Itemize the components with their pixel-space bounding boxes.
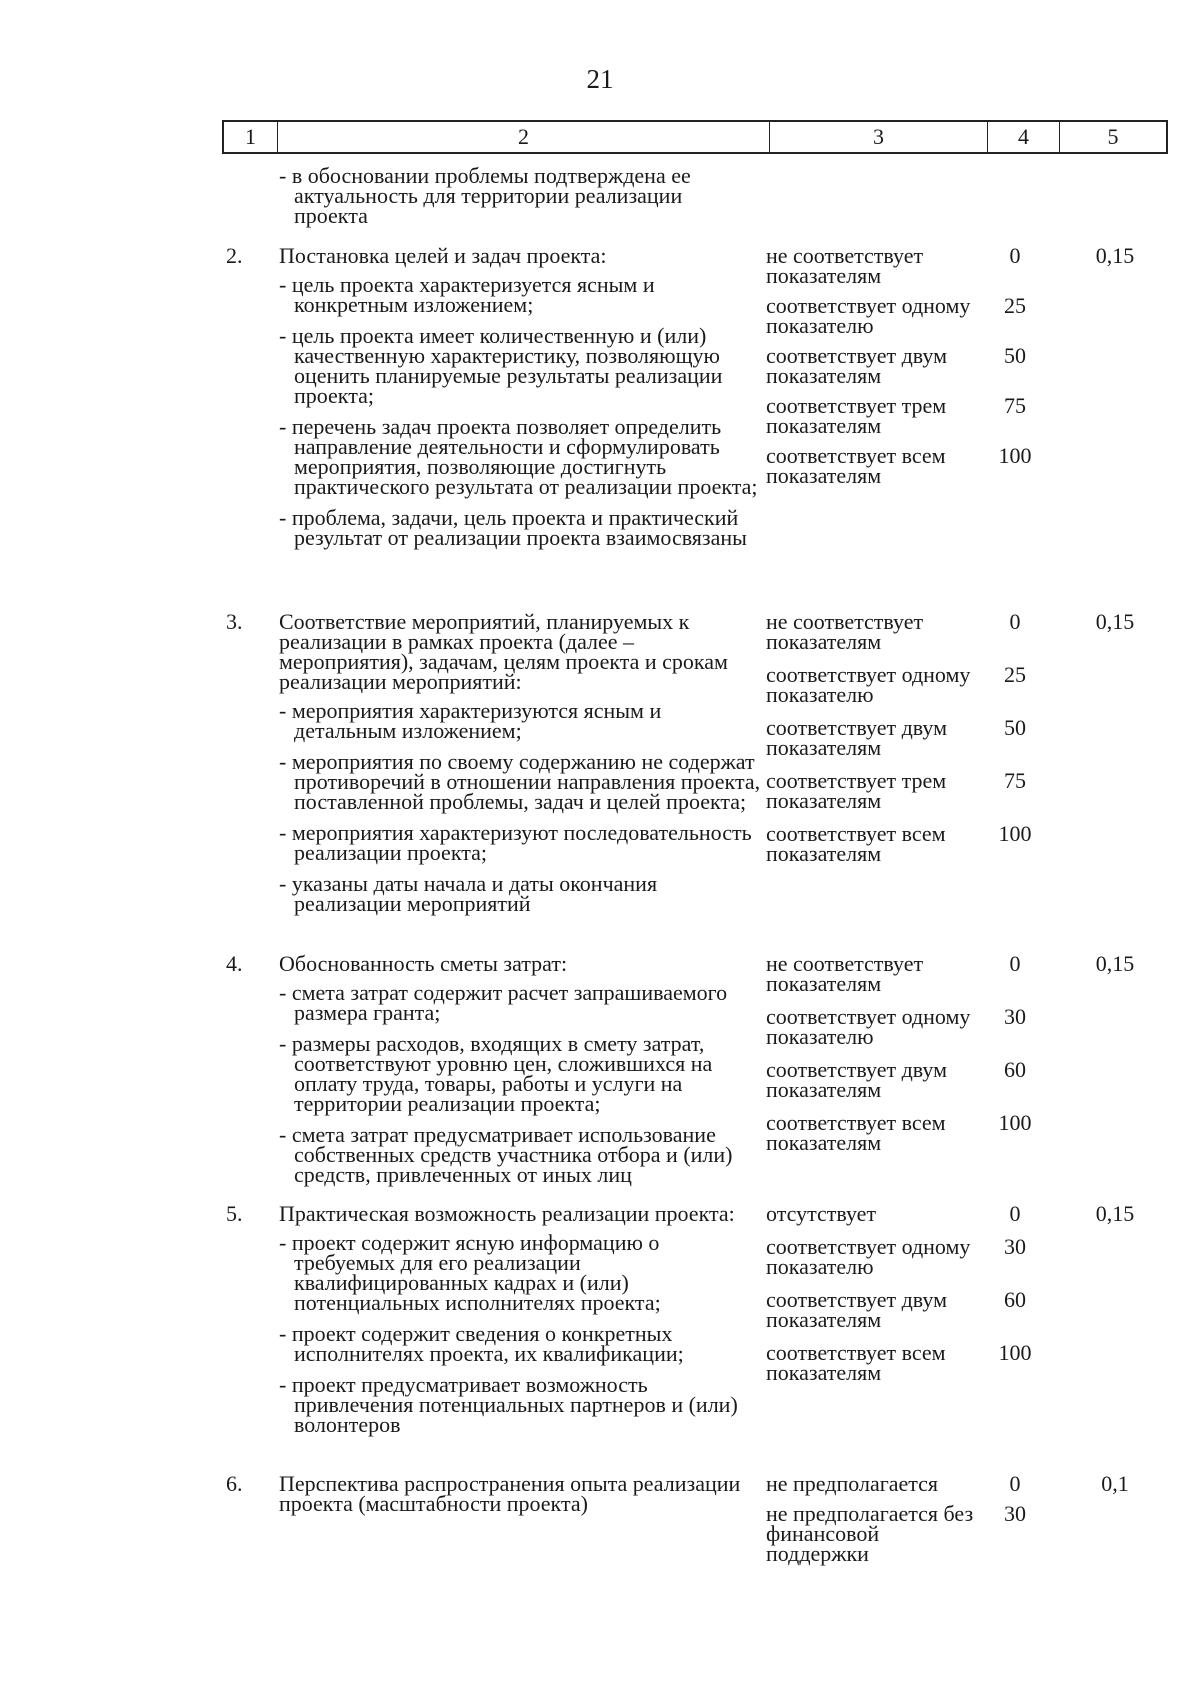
weight-coefficient: 0,1 (1101, 1471, 1129, 1496)
score-values (980, 1201, 1050, 1396)
score-value: 25 (1004, 293, 1026, 318)
criterion-item: - перечень задач проекта позволяет определить направление деятельности и сформулировать мероприятия, позволяющие достигнуть практического результата от реализации проекта; (279, 417, 761, 497)
criterion-item: - проект предусматривает возможность привлечения потенциальных партнеров и (или) волонтеров (279, 1375, 761, 1435)
compliance-levels (766, 243, 976, 496)
weight-coefficient: 0,15 (1095, 1201, 1135, 1226)
header-col-1: 1 (224, 122, 278, 152)
score-values (980, 1471, 1050, 1564)
header-col-2: 2 (278, 122, 770, 152)
table-body (0, 163, 1200, 1584)
compliance-level: соответствует одному показателю (766, 662, 971, 707)
criterion-item: - смета затрат содержит расчет запрашиваемого размера гранта; (279, 983, 761, 1023)
criterion-item: - проект содержит ясную информацию о требуемых для его реализации квалифицированных кадрах и (или) потенциальных исполнителях проекта; (279, 1233, 761, 1313)
table-row (0, 1201, 1200, 1474)
score-value: 50 (1004, 343, 1026, 368)
table-header (222, 120, 1168, 154)
row-number: 3. (226, 609, 243, 634)
compliance-level: не соответствует показателям (766, 609, 924, 654)
criterion-item: - мероприятия характеризуют последовательность реализации проекта; (279, 823, 761, 863)
score-values (980, 951, 1050, 1166)
table-row (0, 609, 1200, 954)
score-value: 0 (1009, 609, 1021, 634)
score-value: 75 (1004, 393, 1026, 418)
compliance-levels (766, 951, 976, 1166)
criterion-text (279, 243, 761, 559)
compliance-level: соответствует двум показателям (766, 1057, 948, 1102)
compliance-level: соответствует трем показателям (766, 393, 947, 438)
criterion-item: - смета затрат предусматривает использование собственных средств участника отбора и (или) средств, привлеченных от иных лиц (279, 1125, 761, 1185)
compliance-level: соответствует всем показателям (766, 443, 946, 488)
score-value: 30 (1004, 1004, 1026, 1029)
compliance-level: соответствует одному показателю (766, 1234, 971, 1279)
compliance-levels (766, 1471, 976, 1566)
row-number: 6. (226, 1471, 243, 1496)
row-number: 5. (226, 1201, 243, 1226)
compliance-level: соответствует одному показателю (766, 293, 971, 338)
compliance-level: соответствует двум показателям (766, 1287, 948, 1332)
score-value: 0 (1009, 1471, 1021, 1496)
compliance-level: соответствует всем показателям (766, 821, 946, 866)
compliance-levels (766, 609, 976, 877)
compliance-level: соответствует двум показателям (766, 343, 948, 388)
header-col-3: 3 (770, 122, 988, 152)
criterion-title: Постановка целей и задач проекта: (279, 243, 607, 268)
criterion-item: - мероприятия по своему содержанию не содержат противоречий в отношении направления проекта, поставленной проблемы, задач и целей проекта; (279, 752, 761, 812)
row-number: 4. (226, 951, 243, 976)
score-value: 0 (1009, 1201, 1021, 1226)
criterion-item: - цель проекта характеризуется ясным и конкретным изложением; (279, 275, 761, 315)
criterion-item: - указаны даты начала и даты окончания реализации мероприятий (279, 874, 761, 914)
weight-coefficient: 0,15 (1095, 609, 1135, 634)
criterion-title: Соответствие мероприятий, планируемых к реализации в рамках проекта (далее – мероприятия), задачам, целям проекта и срокам реализации мероприятий: (279, 609, 728, 694)
compliance-level: не предполагается (766, 1471, 939, 1496)
score-value: 50 (1004, 715, 1026, 740)
criterion-title: Обоснованность сметы затрат: (279, 951, 568, 976)
table-row (0, 1471, 1200, 1584)
criterion-text (279, 951, 761, 1196)
compliance-level: не предполагается без финансовой поддержки (766, 1501, 974, 1566)
criterion-title: Перспектива распространения опыта реализации проекта (масштабности проекта) (279, 1471, 741, 1516)
score-value: 100 (998, 1110, 1032, 1135)
criterion-item: - цель проекта имеет количественную и (или) качественную характеристику, позволяющую оценить планируемые результаты реализации проекта; (279, 326, 761, 406)
score-values (980, 609, 1050, 877)
row-number: 2. (226, 243, 243, 268)
score-value: 100 (998, 1340, 1032, 1365)
criterion-text (279, 609, 761, 925)
score-value: 30 (1004, 1234, 1026, 1259)
table-row (0, 243, 1200, 612)
criterion-item: - проект содержит сведения о конкретных исполнителях проекта, их квалификации; (279, 1324, 761, 1364)
page-number: 21 (586, 64, 614, 94)
criterion-text (279, 1471, 761, 1523)
criterion-title: Практическая возможность реализации проекта: (279, 1201, 735, 1226)
criterion-text (279, 163, 761, 237)
score-value: 60 (1004, 1287, 1026, 1312)
compliance-level: соответствует одному показателю (766, 1004, 971, 1049)
compliance-level: соответствует всем показателям (766, 1110, 946, 1155)
header-col-4: 4 (988, 122, 1060, 152)
table-row-continuation (0, 163, 1200, 246)
compliance-level: не соответствует показателям (766, 951, 924, 996)
criterion-item: - размеры расходов, входящих в смету затрат, соответствуют уровню цен, сложившихся на оплату труда, товары, работы и услуги на территории реализации проекта; (279, 1034, 761, 1114)
compliance-level: не соответствует показателям (766, 243, 924, 288)
criterion-text (279, 1201, 761, 1446)
score-value: 25 (1004, 662, 1026, 687)
score-value: 100 (998, 443, 1032, 468)
criterion-item: - мероприятия характеризуются ясным и детальным изложением; (279, 701, 761, 741)
weight-coefficient: 0,15 (1095, 243, 1135, 268)
score-value: 75 (1004, 768, 1026, 793)
score-value: 30 (1004, 1501, 1026, 1526)
compliance-level: отсутствует (766, 1201, 877, 1226)
weight-coefficient: 0,15 (1095, 951, 1135, 976)
compliance-level: соответствует всем показателям (766, 1340, 946, 1385)
criterion-item: - проблема, задачи, цель проекта и практический результат от реализации проекта взаимосвязаны (279, 508, 761, 548)
compliance-level: соответствует двум показателям (766, 715, 948, 760)
header-col-5: 5 (1107, 124, 1119, 149)
score-values (980, 243, 1050, 496)
criterion-item: - в обосновании проблемы подтверждена ее актуальность для территории реализации проекта (279, 166, 761, 226)
score-value: 0 (1009, 243, 1021, 268)
compliance-levels (766, 1201, 976, 1396)
score-value: 60 (1004, 1057, 1026, 1082)
score-value: 100 (998, 821, 1032, 846)
score-value: 0 (1009, 951, 1021, 976)
table-row (0, 951, 1200, 1204)
compliance-level: соответствует трем показателям (766, 768, 947, 813)
